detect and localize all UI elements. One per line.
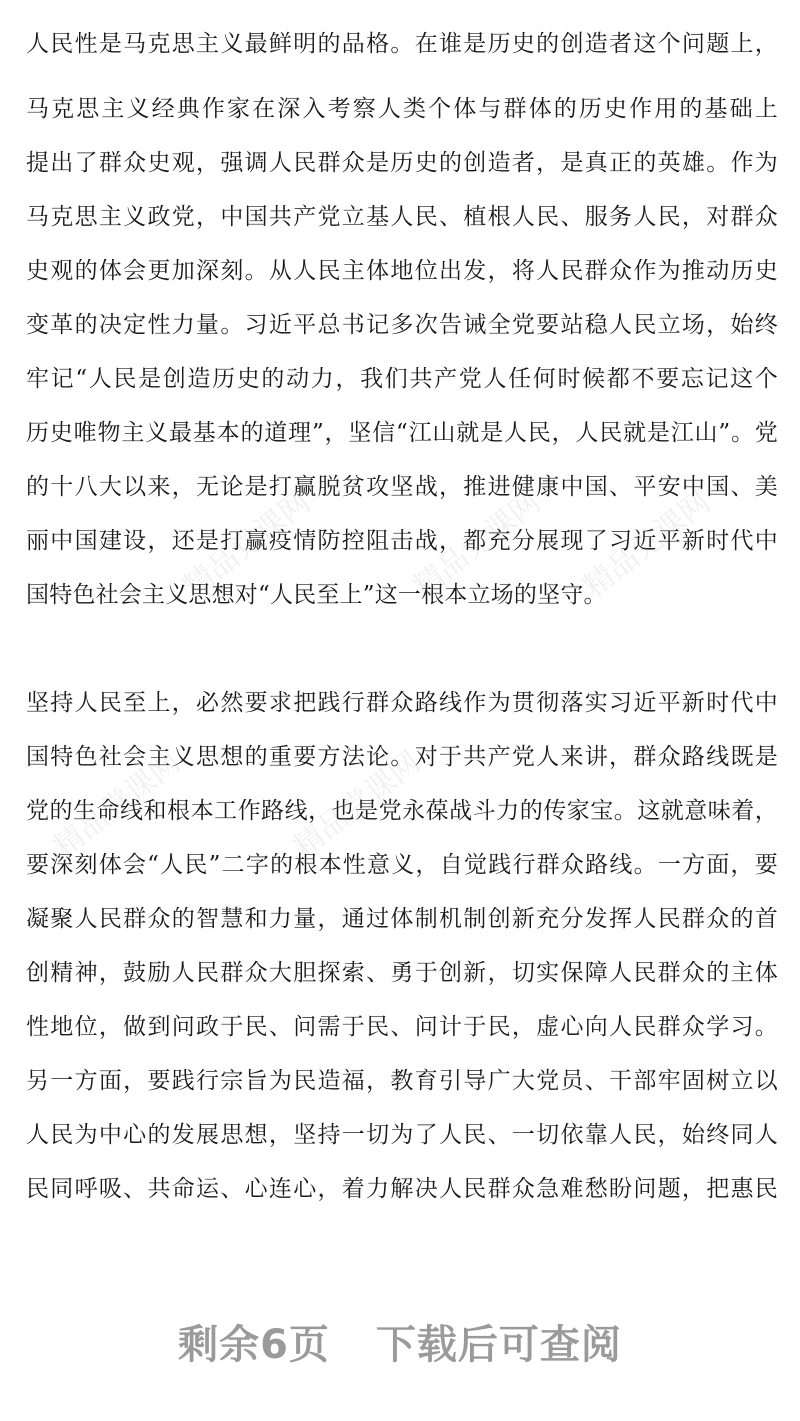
text-line: 要深刻体会“人民”二字的根本性意义，自觉践行群众路线。一方面，要 bbox=[26, 852, 778, 878]
watermark: 精品党课网 bbox=[407, 484, 548, 605]
text-line: 另一方面，要践行宗旨为民造福，教育引导广大党员、干部牢固树立以 bbox=[26, 1068, 778, 1094]
text-line: 提出了群众史观，强调人民群众是历史的创造者，是真正的英雄。作为 bbox=[26, 150, 778, 176]
text-line: 人民为中心的发展思想，坚持一切为了人民、一切依靠人民，始终同人 bbox=[26, 1122, 778, 1148]
text-line: 史观的体会更加深刻。从人民主体地位出发，将人民群众作为推动历史 bbox=[26, 258, 778, 284]
text-line: 国特色社会主义思想的重要方法论。对于共产党人来讲，群众路线既是 bbox=[26, 744, 778, 770]
text-line: 党的生命线和根本工作路线，也是党永葆战斗力的传家宝。这就意味着， bbox=[26, 798, 778, 824]
text-line: 坚持人民至上，必然要求把践行群众路线作为贯彻落实习近平新时代中 bbox=[26, 690, 778, 716]
text-line: 民同呼吸、共命运、心连心，着力解决人民群众急难愁盼问题，把惠民 bbox=[26, 1176, 778, 1202]
text-line: 性地位，做到问政于民、问需于民、问计于民，虚心向人民群众学习。 bbox=[26, 1014, 778, 1040]
text-line: 凝聚人民群众的智慧和力量，通过体制机制创新充分发挥人民群众的首 bbox=[26, 906, 778, 932]
text-line: 丽中国建设，还是打赢疫情防控阻击战，都充分展现了习近平新时代中 bbox=[26, 528, 778, 554]
text-line: 马克思主义政党，中国共产党立基人民、植根人民、服务人民，对群众 bbox=[26, 204, 778, 230]
watermark: 精品党课网 bbox=[577, 484, 718, 605]
text-line: 创精神，鼓励人民群众大胆探索、勇于创新，切实保障人民群众的主体 bbox=[26, 960, 778, 986]
text-line: 牢记“人民是创造历史的动力，我们共产党人任何时候都不要忘记这个 bbox=[26, 366, 778, 392]
text-line: 的十八大以来，无论是打赢脱贫攻坚战，推进健康中国、平安中国、美 bbox=[26, 474, 778, 500]
text-line: 马克思主义经典作家在深入考察人类个体与群体的历史作用的基础上 bbox=[26, 96, 778, 122]
watermark: 精品党课网 bbox=[177, 484, 318, 605]
remaining-pages-banner[interactable] bbox=[0, 1310, 800, 1380]
watermark: 精品党课网 bbox=[287, 744, 428, 865]
text-line: 历史唯物主义最基本的道理”，坚信“江山就是人民，人民就是江山”。党 bbox=[26, 420, 778, 446]
text-line: 人民性是马克思主义最鲜明的品格。在谁是历史的创造者这个问题上， bbox=[26, 31, 778, 57]
text-line: 国特色社会主义思想对“人民至上”这一根本立场的坚守。 bbox=[26, 582, 607, 608]
text-line: 变革的决定性力量。习近平总书记多次告诫全党要站稳人民立场，始终 bbox=[26, 312, 778, 338]
remaining-pages-label: 剩余6页 bbox=[178, 1322, 330, 1368]
download-to-view-label: 下载后可查阅 bbox=[375, 1322, 622, 1368]
watermark: 精品党课网 bbox=[47, 744, 188, 865]
